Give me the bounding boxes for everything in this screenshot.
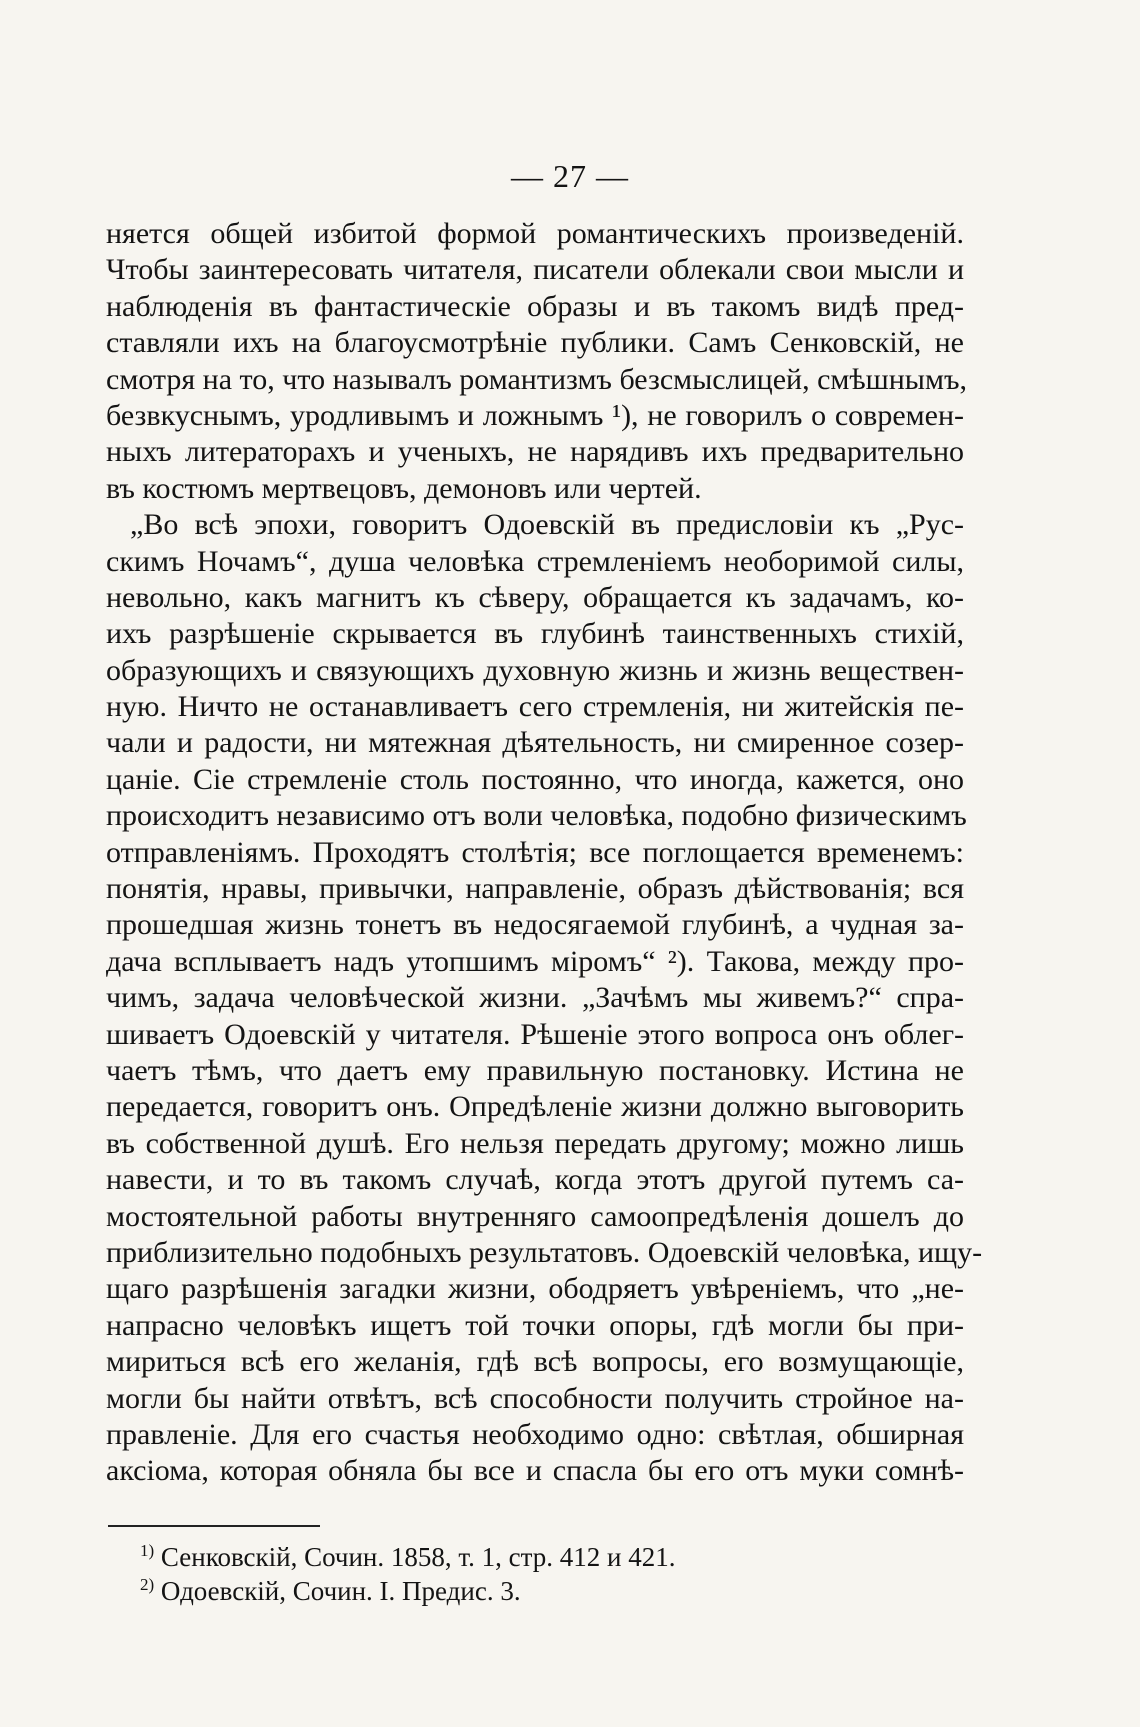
text-line: няется общей избитой формой романтическихъ произведенiй.: [106, 217, 964, 250]
text-line: безвкуснымъ, уродливымъ и ложнымъ ¹), не говорилъ о современ-: [106, 398, 964, 432]
text-line: чаетъ тѣмъ, что даетъ ему правильную постановку. Истина не: [106, 1053, 964, 1087]
text-line: чали и радости, ни мятежная дѣятельность, ни смиренное созер-: [106, 726, 964, 760]
text-line: щаго разрѣшенiя загадки жизни, ободряетъ увѣренiемъ, что „не-: [106, 1272, 964, 1306]
paragraph-1: [106, 216, 967, 507]
text-line: понятiя, нравы, привычки, направленiе, образъ дѣйствованiя; вся: [106, 872, 964, 906]
text-line: ныхъ литераторахъ и ученыхъ, не нарядивъ ихъ предварительно: [106, 435, 964, 469]
footnote-mark: 2): [140, 1575, 155, 1594]
paragraph-2: [106, 507, 983, 1490]
text-line: цанiе. Сiе стремленiе столь постоянно, что иногда, кажется, оно: [106, 762, 964, 796]
text-line: наблюденiя въ фантастическiе образы и въ такомъ видѣ пред-: [106, 289, 964, 323]
text-line: приблизительно подобныхъ результатовъ. Одоевскiй человѣка, ищу-: [106, 1235, 983, 1269]
footnote-text: Сенковскiй, Сочин. 1858, т. 1, стр. 412 и 421.: [160, 1542, 676, 1572]
text-line: ставляли ихъ на благоусмотрѣнiе публики. Самъ Сенковскiй, не: [106, 326, 964, 360]
text-line: прошедшая жизнь тонетъ въ недосягаемой глубинѣ, а чудная за-: [106, 908, 964, 942]
footnote-divider: [108, 1525, 320, 1527]
text-line: невольно, какъ магнитъ къ сѣверу, обращается къ задачамъ, ко-: [106, 580, 964, 614]
footnotes: [140, 1540, 960, 1608]
text-line: ихъ разрѣшенiе скрывается въ глубинѣ таинственныхъ стихiй,: [106, 617, 964, 651]
text-line: въ костюмъ мертвецовъ, демоновъ или чертей.: [106, 471, 702, 505]
footnote-mark: 1): [140, 1541, 155, 1560]
text-line: навести, и то въ такомъ случаѣ, когда этотъ другой путемъ са-: [106, 1163, 964, 1197]
text-line: въ собственной душѣ. Его нельзя передать другому; можно лишь: [106, 1126, 964, 1160]
text-line: чимъ, задача человѣческой жизни. „Зачѣмъ мы живемъ?“ спра-: [106, 981, 964, 1015]
text-line: отправленiямъ. Проходятъ столѣтiя; все поглощается временемъ:: [106, 835, 964, 869]
footnote: [140, 1540, 960, 1574]
body-text: [106, 216, 983, 1490]
text-line: напрасно человѣкъ ищетъ той точки опоры, гдѣ могли бы при-: [106, 1308, 964, 1342]
page-number: — 27 —: [511, 158, 629, 194]
text-line: мостоятельной работы внутренняго самоопредѣленiя дошелъ до: [106, 1199, 964, 1233]
text-line: ную. Ничто не останавливаетъ сего стремленiя, ни житейскiя пе-: [106, 690, 964, 724]
text-line: образующихъ и связующихъ духовную жизнь и жизнь веществен-: [106, 653, 964, 687]
text-line: происходитъ независимо отъ воли человѣка, подобно физическимъ: [106, 799, 967, 833]
text-line: „Во всѣ эпохи, говоритъ Одоевскiй въ предисловiи къ „Рус-: [130, 508, 964, 542]
text-line: правленiе. Для его счастья необходимо одно: свѣтлая, обширная: [106, 1417, 964, 1451]
text-line: смотря на то, что называлъ романтизмъ безсмыслицей, смѣшнымъ,: [106, 362, 967, 396]
footnote: [140, 1574, 960, 1608]
footnote-text: Одоевскiй, Сочин. I. Предис. 3.: [160, 1576, 521, 1606]
text-line: передается, говоритъ онъ. Опредѣленiе жизни должно выговорить: [106, 1090, 964, 1124]
text-line: мириться всѣ его желанiя, гдѣ всѣ вопросы, его возмущающiе,: [106, 1345, 964, 1379]
text-line: могли бы найти отвѣтъ, всѣ способности получить стройное на-: [106, 1381, 964, 1415]
text-line: скимъ Ночамъ“, душа человѣка стремленiемъ необоримой силы,: [106, 544, 964, 578]
text-line: Чтобы заинтересовать читателя, писатели облекали свои мысли и: [106, 253, 964, 287]
text-line: шиваетъ Одоевскiй у читателя. Рѣшенiе этого вопроса онъ облег-: [106, 1017, 964, 1051]
text-line: дача всплываетъ надъ утопшимъ мiромъ“ ²). Такова, между про-: [106, 944, 964, 978]
text-line: аксiома, которая обняла бы все и спасла бы его отъ муки сомнѣ-: [106, 1454, 964, 1488]
